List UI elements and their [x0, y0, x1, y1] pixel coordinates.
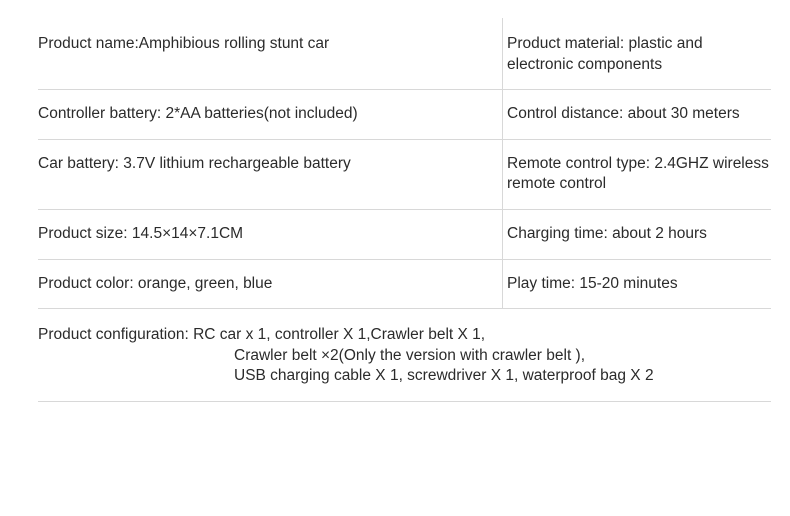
table-row	[38, 18, 771, 90]
spec-product-configuration	[38, 309, 771, 402]
spec-product-material: Product material: plastic and electronic components	[503, 18, 772, 90]
table-row	[38, 259, 771, 309]
table-row	[38, 139, 771, 209]
spec-play-time: Play time: 15-20 minutes	[503, 259, 772, 309]
spec-control-distance: Control distance: about 30 meters	[503, 90, 772, 140]
spec-table-body	[38, 18, 771, 402]
spec-product-name: Product name:Amphibious rolling stunt car	[38, 18, 503, 90]
spec-table	[38, 18, 771, 402]
configuration-line-2: Crawler belt ×2(Only the version with crawler belt ),	[234, 346, 586, 364]
spec-car-battery: Car battery: 3.7V lithium rechargeable battery	[38, 139, 503, 209]
spec-remote-type: Remote control type: 2.4GHZ wireless remote control	[503, 139, 772, 209]
spec-charging-time: Charging time: about 2 hours	[503, 210, 772, 260]
spec-product-size: Product size: 14.5×14×7.1CM	[38, 210, 503, 260]
spec-controller-battery: Controller battery: 2*AA batteries(not included)	[38, 90, 503, 140]
table-row	[38, 210, 771, 260]
configuration-line-3: USB charging cable X 1, screwdriver X 1, waterproof bag X 2	[234, 367, 654, 385]
configuration-line-1: Product configuration: RC car x 1, controller X 1,Crawler belt X 1,	[38, 326, 486, 344]
table-row	[38, 90, 771, 140]
table-row	[38, 309, 771, 402]
spec-product-color: Product color: orange, green, blue	[38, 259, 503, 309]
